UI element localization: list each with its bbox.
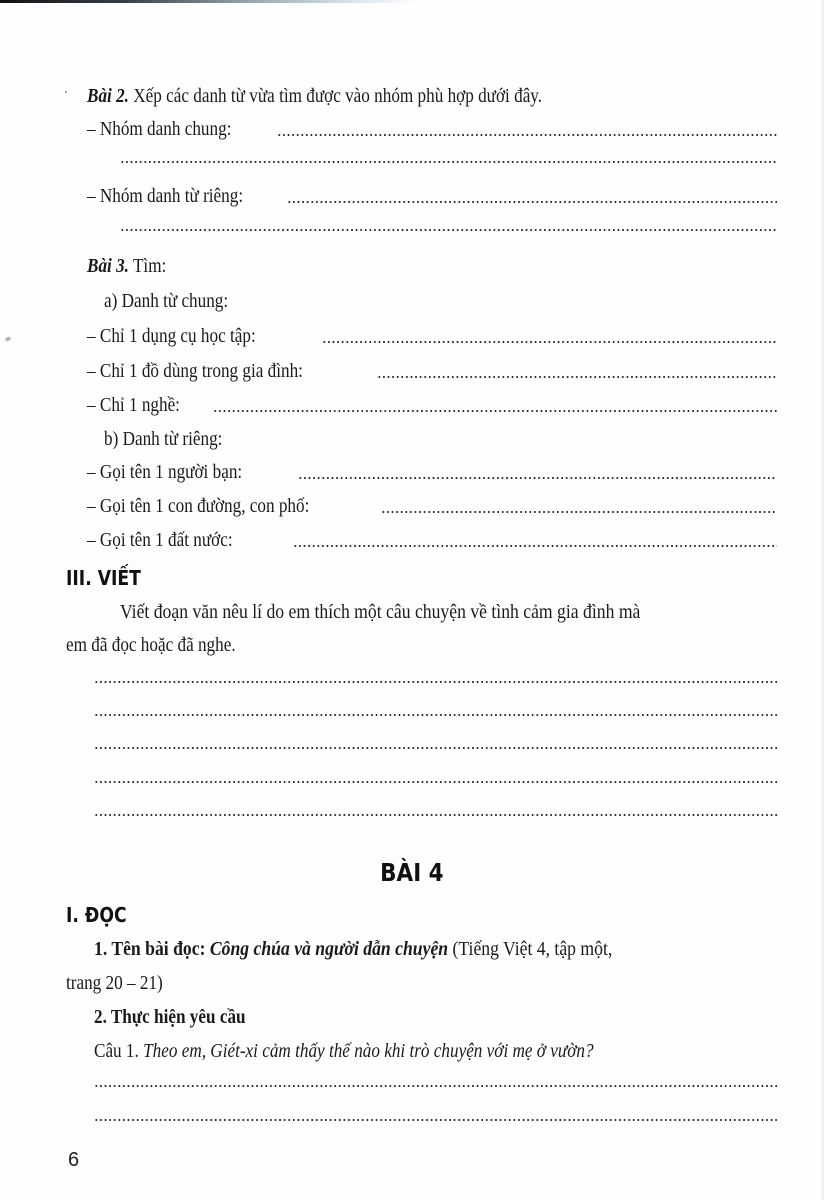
item-label: – Gọi tên 1 đất nước: xyxy=(87,530,233,551)
scan-edge-line xyxy=(0,0,420,3)
lesson-title: BÀI 4 xyxy=(380,858,444,887)
bai3-label: Bài 3. xyxy=(87,256,129,277)
answer-field[interactable] xyxy=(381,511,777,513)
answer-field[interactable] xyxy=(298,477,777,479)
bai2-item-proper xyxy=(87,185,777,209)
item-label: – Chỉ 1 nghề: xyxy=(87,395,180,416)
answer-field[interactable] xyxy=(322,341,777,343)
task-heading: 2. Thực hiện yêu cầu xyxy=(94,1007,246,1028)
page-edge-shadow xyxy=(820,0,824,1200)
answer-line[interactable] xyxy=(120,161,777,163)
bai2-item-common xyxy=(87,118,777,142)
bai3-part-a-label: a) Danh từ chung: xyxy=(104,291,229,312)
page-number: 6 xyxy=(68,1149,80,1171)
question-text: Theo em, Giét-xi cảm thấy thế nào khi trò chuyện với mẹ ở vườn? xyxy=(138,1041,594,1062)
viet-prompt-line2: em đã đọc hoặc đã nghe. xyxy=(66,635,236,656)
scan-smudge xyxy=(4,336,11,342)
answer-line[interactable] xyxy=(94,714,778,716)
bai2-title xyxy=(87,85,604,109)
reading-title-line1 xyxy=(94,938,667,962)
reading-title-line2: trang 20 – 21) xyxy=(66,973,163,994)
answer-line[interactable] xyxy=(94,814,778,816)
bai3-a-item xyxy=(87,394,777,418)
bai3-instruction: Tìm: xyxy=(128,256,167,277)
section-heading-viet: III. VIẾT xyxy=(66,566,141,590)
answer-line[interactable] xyxy=(94,781,778,783)
bai3-a-item xyxy=(87,325,777,349)
answer-line[interactable] xyxy=(94,747,778,749)
bai3-a-item xyxy=(87,360,777,384)
answer-line[interactable] xyxy=(94,681,778,683)
answer-field[interactable] xyxy=(277,134,777,136)
item-label: – Gọi tên 1 người bạn: xyxy=(87,462,243,483)
bai3-title xyxy=(87,255,177,279)
item-label: – Nhóm danh chung: xyxy=(87,119,232,140)
bai2-instruction: Xếp các danh từ vừa tìm được vào nhóm phù hợp dưới đây. xyxy=(128,86,543,107)
answer-field[interactable] xyxy=(293,545,777,547)
answer-field[interactable] xyxy=(377,376,777,378)
bai3-b-item xyxy=(87,495,777,519)
item-label: – Gọi tên 1 con đường, con phố: xyxy=(87,496,310,517)
item-label: – Chỉ 1 đồ dùng trong gia đình: xyxy=(87,361,303,382)
answer-field[interactable] xyxy=(287,201,777,203)
reading-label: 1. Tên bài đọc: xyxy=(94,939,206,960)
section-heading-doc: I. ĐỌC xyxy=(66,903,127,927)
scan-speck xyxy=(65,91,67,93)
reading-source: (Tiếng Việt 4, tập một, xyxy=(448,939,613,960)
answer-line[interactable] xyxy=(94,1085,778,1087)
bai3-b-item xyxy=(87,529,777,553)
answer-line[interactable] xyxy=(120,229,777,231)
item-label: – Chỉ 1 dụng cụ học tập: xyxy=(87,326,256,347)
answer-field[interactable] xyxy=(213,410,777,412)
question-label: Câu 1. xyxy=(94,1041,139,1062)
question-1 xyxy=(94,1040,662,1064)
bai3-b-item xyxy=(87,461,777,485)
reading-title: Công chúa và người dẫn chuyện xyxy=(209,939,449,960)
viet-prompt-line1: Viết đoạn văn nêu lí do em thích một câu chuyện về tình cảm gia đình mà xyxy=(120,602,641,623)
item-label: – Nhóm danh từ riêng: xyxy=(87,186,244,207)
answer-line[interactable] xyxy=(94,1119,778,1121)
bai3-part-b-label: b) Danh từ riêng: xyxy=(104,429,223,450)
bai2-label: Bài 2. xyxy=(87,86,129,107)
